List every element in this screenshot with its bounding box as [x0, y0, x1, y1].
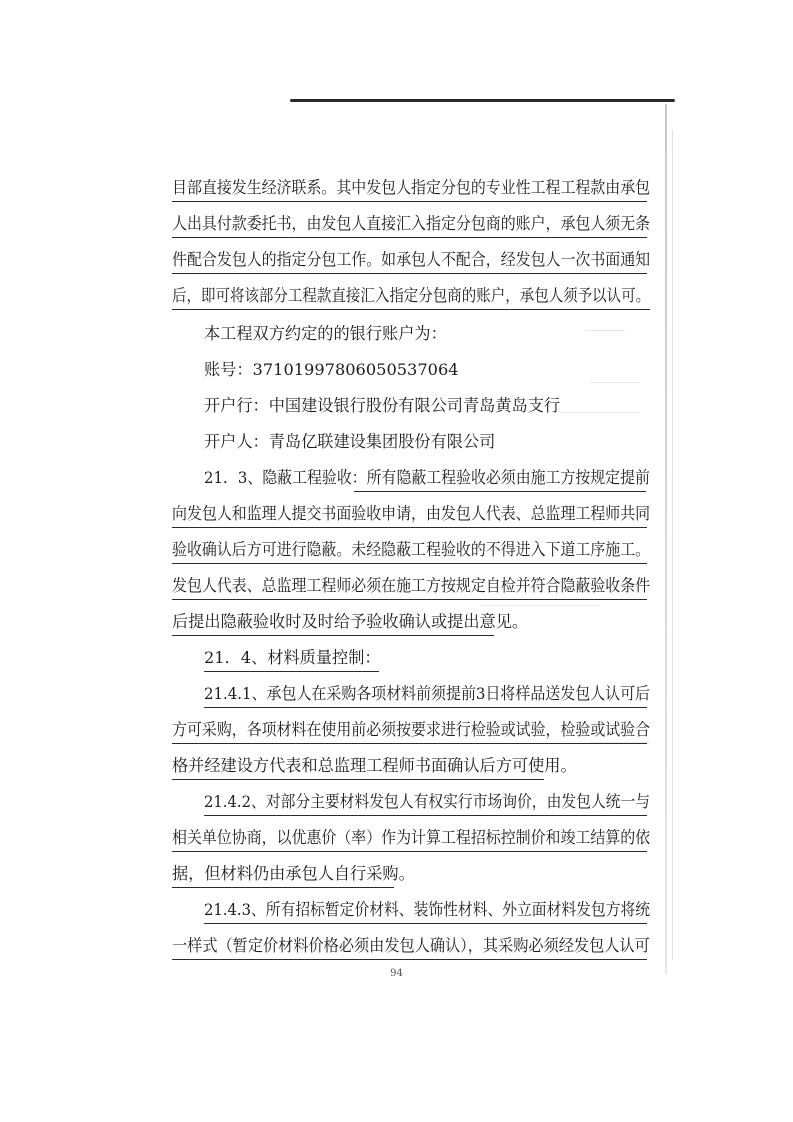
text-line-content: 件配合发包人的指定分包工作。如承包人不配合，经发包人一次书面通知 [172, 250, 651, 269]
text-line-content: 开户行：中国建设银行股份有限公司青岛黄岛支行 [204, 396, 561, 415]
bank-account-number [0, 354, 793, 386]
text-line-content: 账号：37101997806050537064 [204, 360, 459, 379]
text-line-content: 方可采购，各项材料在使用前必须按要求进行检验或试验，检验或试验合 [172, 720, 651, 739]
text-line [0, 208, 793, 240]
text-line-content: 本工程双方约定的的银行账户为： [204, 324, 447, 343]
text-line-content: 21．4、材料质量控制： [204, 648, 381, 667]
text-line [0, 750, 793, 782]
handwritten-underline [204, 671, 379, 672]
text-line [0, 280, 793, 312]
text-line [0, 930, 793, 962]
text-line-content: 21.4.3、所有招标暂定价材料、装饰性材料、外立面材料发包方将统 [204, 900, 651, 919]
text-line-content: 一样式（暂定价材料价格必须由发包人确认），其采购必须经发包人认可 [172, 936, 650, 955]
text-line [0, 858, 793, 890]
text-line [0, 714, 793, 746]
text-line [0, 822, 793, 854]
text-line-content: 验收确认后方可进行隐蔽。未经隐蔽工程验收的不得进入下道工序施工。 [172, 540, 651, 559]
handwritten-underline [172, 527, 647, 528]
handwritten-underline [354, 491, 646, 492]
handwritten-underline [172, 309, 650, 310]
text-line [0, 244, 793, 276]
handwritten-underline [204, 815, 647, 816]
handwritten-underline [172, 237, 647, 238]
text-line [0, 786, 793, 818]
text-line [0, 894, 793, 926]
text-line [0, 534, 793, 566]
handwritten-underline [172, 599, 647, 600]
handwritten-underline [172, 887, 394, 888]
handwritten-underline [172, 779, 544, 780]
handwritten-underline [172, 635, 494, 636]
handwritten-underline [172, 273, 647, 274]
page-number: 94 [390, 968, 403, 979]
account-holder [0, 426, 793, 458]
text-line [0, 318, 793, 350]
bank-name [0, 390, 793, 422]
text-line-content: 人出具付款委托书，由发包人直接汇入指定分包商的账户，承包人须无条 [172, 214, 651, 233]
text-line [0, 606, 793, 638]
handwritten-underline [172, 563, 647, 564]
handwritten-underline [204, 707, 647, 708]
text-line-content: 21.4.2、对部分主要材料发包人有权实行市场询价，由发包人统一与 [204, 792, 651, 811]
text-line [0, 570, 793, 602]
page-edge-shadow [290, 99, 675, 102]
handwritten-underline [204, 923, 647, 924]
text-line-content: 格并经建设方代表和总监理工程师书面确认后方可使用。 [172, 756, 577, 775]
text-line-content: 向发包人和监理人提交书面验收申请，由发包人代表、总监理工程师共同 [172, 504, 651, 523]
handwritten-underline [172, 851, 647, 852]
handwritten-underline [172, 743, 647, 744]
text-line-content: 据，但材料仍由承包人自行采购。 [172, 864, 415, 883]
text-line-content: 相关单位协商，以优惠价（率）作为计算工程招标控制价和竣工结算的依 [172, 828, 651, 847]
text-line-content: 发包人代表、总监理工程师必须在施工方按规定自检并符合隐蔽验收条件 [172, 576, 651, 595]
text-line-content: 后，即可将该部分工程款直接汇入指定分包商的账户，承包人须予以认可。 [172, 286, 651, 305]
text-line-content: 目部直接发生经济联系。其中发包人指定分包的专业性工程工程款由承包 [172, 178, 651, 197]
text-line [0, 498, 793, 530]
text-line-content: 后提出隐蔽验收时及时给予验收确认或提出意见。 [172, 612, 529, 631]
text-line [0, 462, 793, 494]
text-line [0, 172, 793, 204]
text-line-content: 21.4.1、承包人在采购各项材料前须提前3日将样品送发包人认可后 [204, 684, 650, 703]
text-line-content: 21．3、隐蔽工程验收：所有隐蔽工程验收必须由施工方按规定提前 [204, 468, 650, 487]
handwritten-underline [172, 959, 647, 960]
text-line-content: 开户人：青岛亿联建设集团股份有限公司 [204, 432, 496, 451]
handwritten-underline [172, 201, 647, 202]
section-heading [0, 642, 793, 674]
text-line [0, 678, 793, 710]
